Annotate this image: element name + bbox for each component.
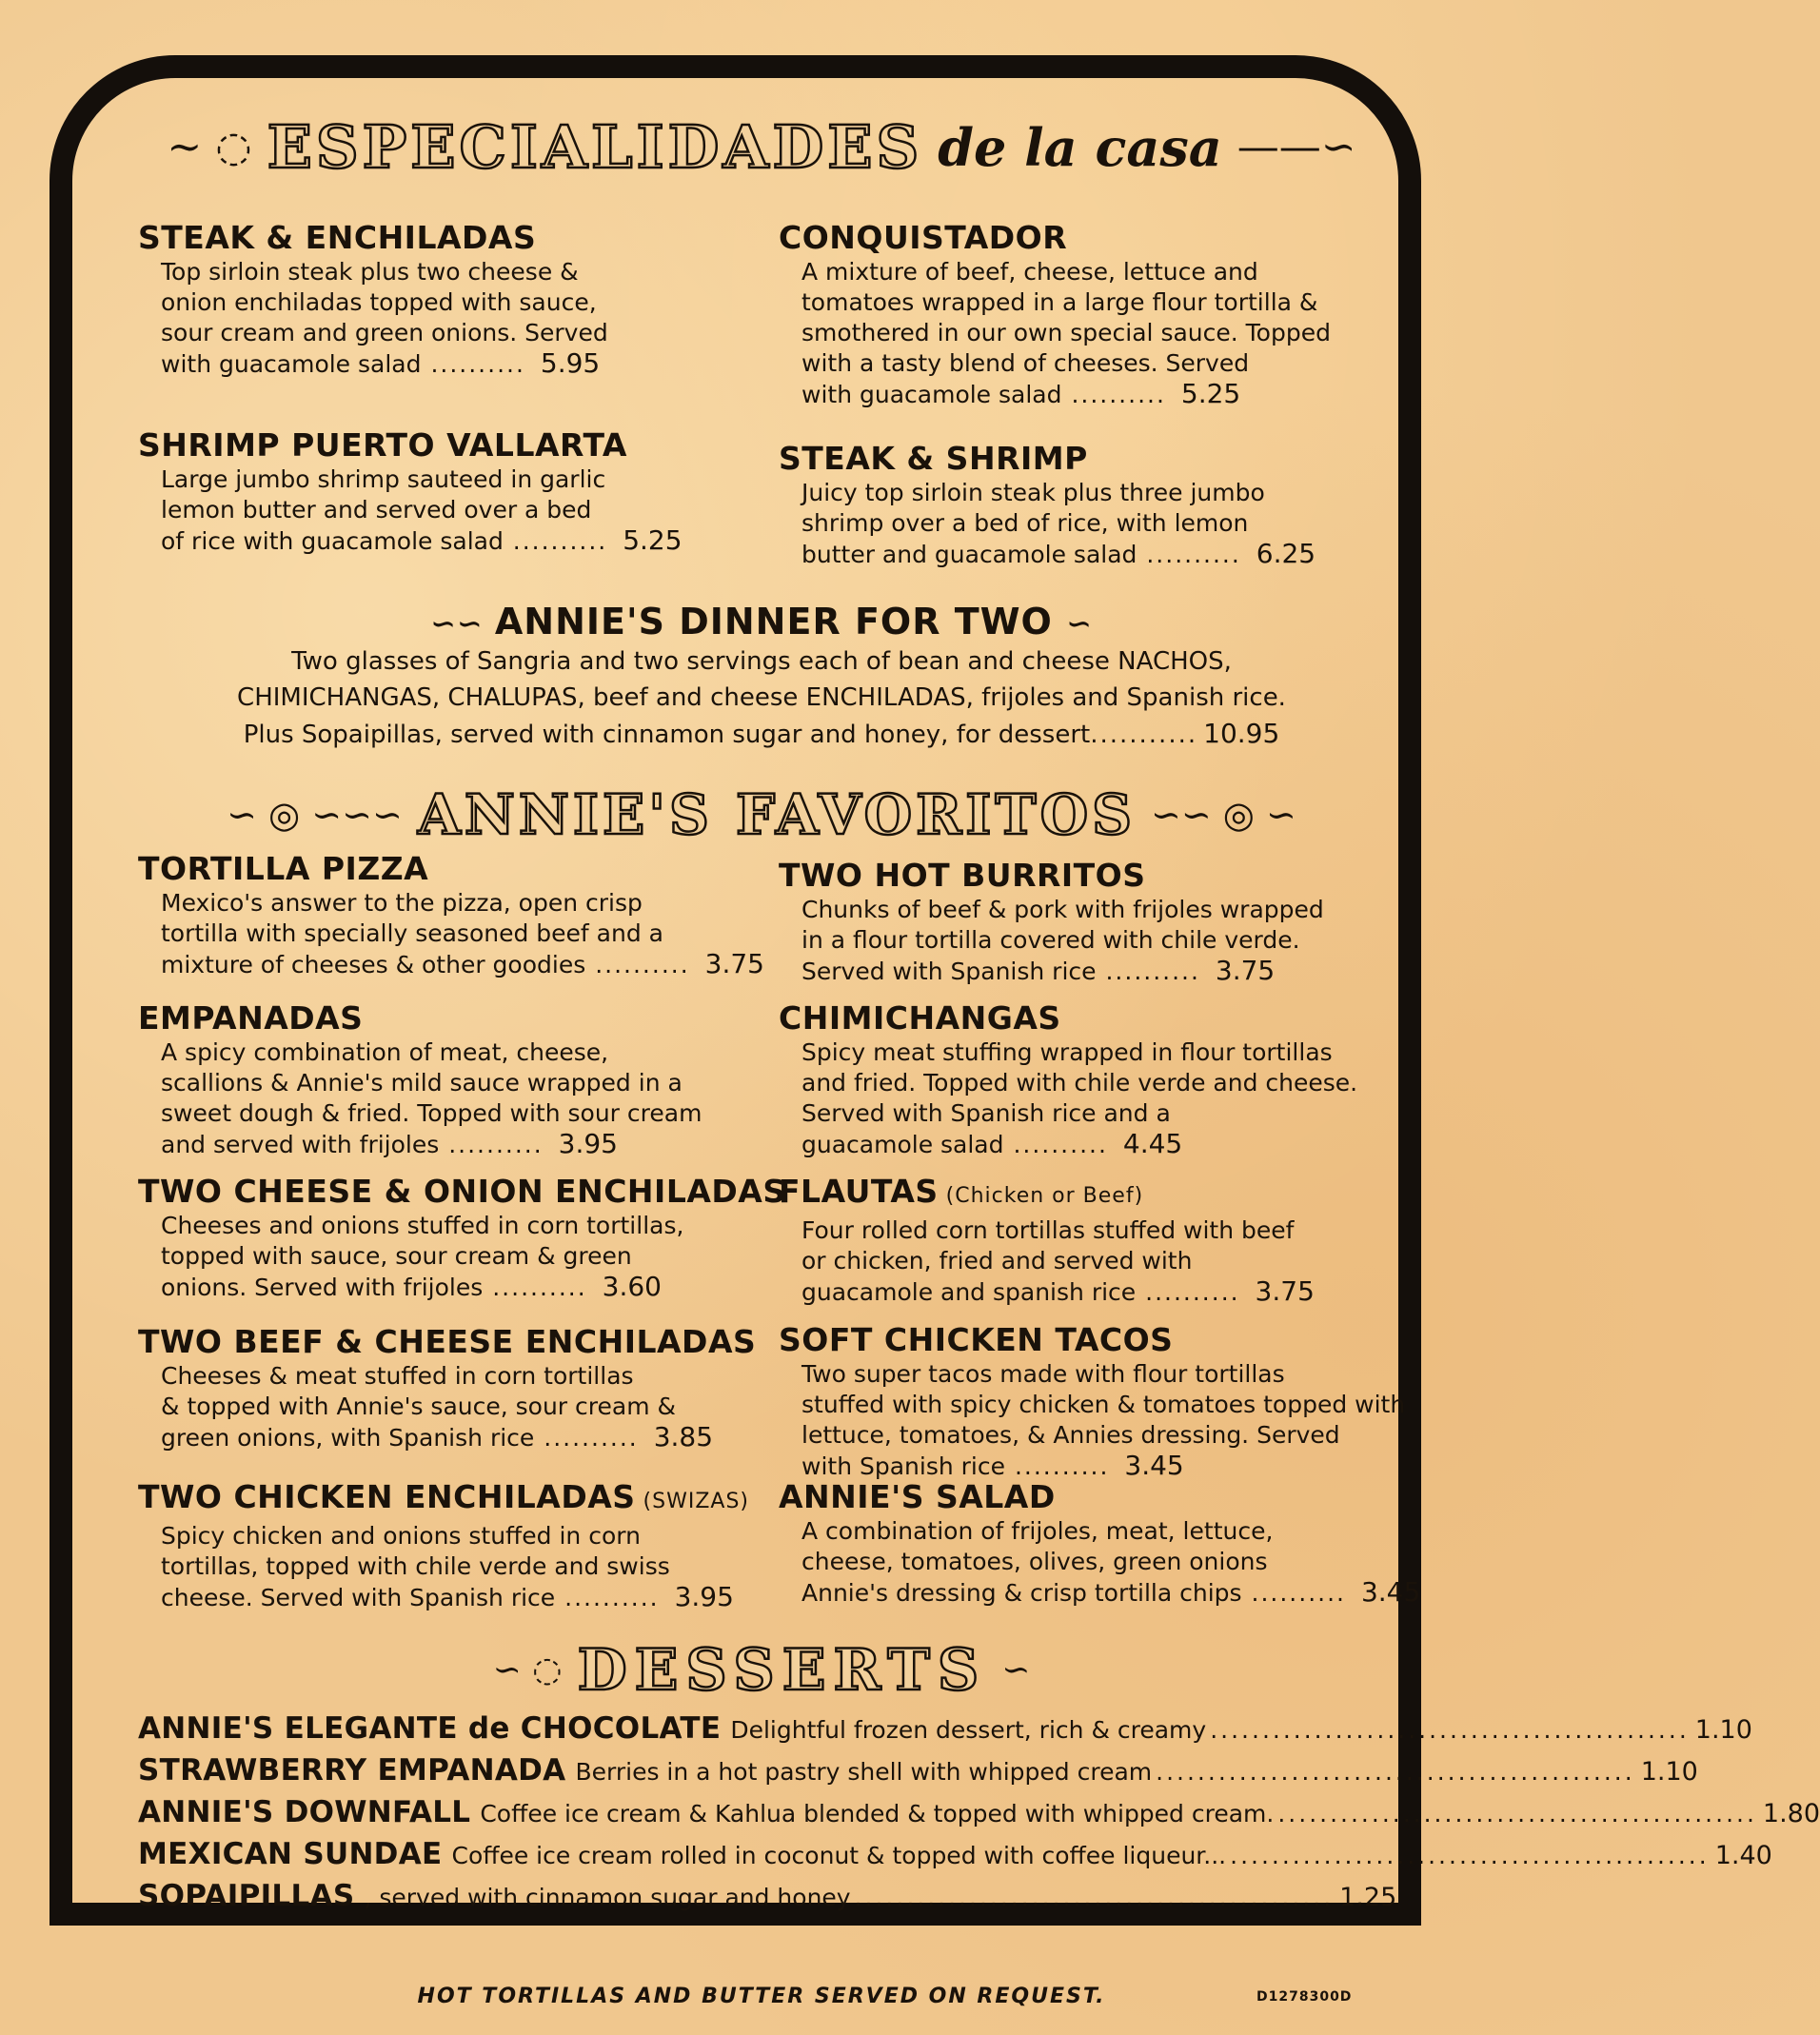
item-name-text: ANNIE'S SALAD bbox=[779, 1478, 1056, 1515]
description-line: Cheeses & meat stuffed in corn tortillas bbox=[161, 1362, 634, 1390]
dessert-price: 1.80 bbox=[1762, 1799, 1820, 1828]
price-line bbox=[161, 525, 682, 557]
right-scroll-ornament: ∽ bbox=[1001, 1650, 1031, 1689]
item-price: 5.25 bbox=[1180, 378, 1241, 409]
favoritos-title: ANNIE'S FAVORITOS bbox=[417, 782, 1137, 847]
description-line: A combination of frijoles, meat, lettuce, bbox=[801, 1517, 1274, 1545]
dessert-description: Berries in a hot pastry shell with whipped cream bbox=[575, 1758, 1153, 1786]
desserts-title: DESSERTS bbox=[577, 1637, 987, 1704]
item-description bbox=[801, 1215, 1315, 1308]
menu-item bbox=[779, 1173, 1315, 1308]
description-line: smothered in our own special sauce. Topped bbox=[801, 319, 1331, 346]
item-price: 5.95 bbox=[540, 347, 601, 379]
dessert-name: ANNIE'S DOWNFALL bbox=[138, 1795, 471, 1829]
item-price: 3.95 bbox=[558, 1128, 618, 1159]
item-name-text: SOFT CHICKEN TACOS bbox=[779, 1321, 1174, 1358]
dessert-description: Coffee ice cream & Kahlua blended & topped with whipped cream. bbox=[480, 1800, 1275, 1828]
menu-item bbox=[779, 1478, 1420, 1609]
dot-leader: .......... bbox=[555, 1584, 669, 1611]
item-name bbox=[138, 1173, 786, 1211]
item-price: 4.45 bbox=[1122, 1128, 1183, 1159]
price-line bbox=[161, 1422, 756, 1453]
description-line: cheese. Served with Spanish rice bbox=[161, 1584, 556, 1611]
item-name bbox=[779, 440, 1316, 478]
item-description bbox=[161, 1037, 702, 1160]
dot-leader: ........... bbox=[1090, 721, 1198, 749]
dinner-line-2: CHIMICHANGAS, CHALUPAS, beef and cheese ENCHILADAS, frijoles and Spanish rice. bbox=[237, 683, 1286, 712]
dot-leader: .......... bbox=[1136, 1278, 1250, 1306]
dessert-description: Coffee ice cream rolled in coconut & topped with coffee liqueur... bbox=[451, 1842, 1227, 1869]
dot-leader: .......... bbox=[1096, 958, 1210, 985]
description-line: Served with Spanish rice and a bbox=[801, 1099, 1171, 1127]
description-line: scallions & Annie's mild sauce wrapped in a bbox=[161, 1069, 682, 1097]
item-name-text: TWO HOT BURRITOS bbox=[779, 857, 1146, 894]
item-name-text: FLAUTAS bbox=[779, 1173, 939, 1210]
description-line: guacamole salad bbox=[801, 1131, 1004, 1158]
description-line: lettuce, tomatoes, & Annies dressing. Served bbox=[801, 1421, 1340, 1449]
price-line bbox=[801, 1129, 1357, 1160]
item-price: 3.75 bbox=[1255, 1275, 1315, 1307]
menu-item bbox=[138, 1173, 786, 1303]
dessert-row bbox=[138, 1711, 1752, 1753]
menu-item bbox=[138, 1323, 756, 1453]
description-line: tomatoes wrapped in a large flour tortilla & bbox=[801, 288, 1318, 316]
item-price: 3.60 bbox=[602, 1271, 662, 1302]
description-line: or chicken, fried and served with bbox=[801, 1247, 1193, 1274]
price-line bbox=[801, 539, 1316, 570]
menu-item bbox=[779, 857, 1324, 987]
item-name-text: CHIMICHANGAS bbox=[779, 999, 1061, 1037]
item-name bbox=[138, 219, 608, 257]
menu-item bbox=[138, 850, 764, 980]
description-line: Served with Spanish rice bbox=[801, 958, 1097, 985]
dessert-description: , served with cinnamon sugar and honey bbox=[364, 1884, 851, 1911]
description-line: Cheeses and onions stuffed in corn tortillas, bbox=[161, 1212, 684, 1239]
dessert-row bbox=[138, 1795, 1820, 1837]
dot-leader: .......... bbox=[1005, 1452, 1119, 1480]
item-name-text: TWO CHEESE & ONION ENCHILADAS bbox=[138, 1173, 786, 1210]
description-line: Top sirloin steak plus two cheese & bbox=[161, 258, 579, 286]
especialidades-title: ESPECIALIDADES bbox=[267, 112, 923, 182]
dinner-price: 10.95 bbox=[1203, 718, 1280, 749]
item-description bbox=[161, 257, 608, 380]
item-name bbox=[138, 1478, 749, 1521]
item-description bbox=[161, 1361, 756, 1453]
item-name bbox=[138, 426, 682, 464]
description-line: tortillas, topped with chile verde and swiss bbox=[161, 1552, 670, 1580]
item-name-text: TWO CHICKEN ENCHILADAS bbox=[138, 1478, 636, 1515]
item-description bbox=[801, 478, 1316, 570]
description-line: in a flour tortilla covered with chile verde. bbox=[801, 926, 1300, 954]
dessert-row bbox=[138, 1837, 1772, 1879]
especialidades-header bbox=[0, 112, 1523, 182]
description-line: shrimp over a bed of rice, with lemon bbox=[801, 509, 1249, 537]
dot-leader: .......... bbox=[503, 527, 618, 555]
description-line: Chunks of beef & pork with frijoles wrapped bbox=[801, 896, 1324, 923]
description-line: cheese, tomatoes, olives, green onions bbox=[801, 1548, 1268, 1575]
description-line: with a tasty blend of cheeses. Served bbox=[801, 349, 1250, 377]
item-price: 6.25 bbox=[1256, 538, 1316, 569]
dinner-line-3-text: Plus Sopaipillas, served with cinnamon sugar and honey, for dessert bbox=[243, 721, 1091, 749]
item-name-text: STEAK & ENCHILADAS bbox=[138, 219, 537, 256]
description-line: and fried. Topped with chile verde and cheese. bbox=[801, 1069, 1358, 1097]
dot-leader: .............................................. bbox=[1277, 1800, 1757, 1828]
item-name-text: TWO BEEF & CHEESE ENCHILADAS bbox=[138, 1323, 757, 1360]
item-price: 3.45 bbox=[1124, 1450, 1184, 1481]
desserts-list bbox=[138, 1711, 1820, 1921]
item-price: 3.95 bbox=[674, 1581, 734, 1612]
description-line: guacamole and spanish rice bbox=[801, 1278, 1137, 1306]
item-name bbox=[779, 1321, 1405, 1359]
item-name bbox=[138, 1323, 756, 1361]
description-line: & topped with Annie's sauce, sour cream & bbox=[161, 1393, 676, 1420]
item-price: 5.25 bbox=[623, 524, 682, 556]
item-name bbox=[779, 857, 1324, 895]
description-line: with guacamole salad bbox=[801, 381, 1062, 408]
item-name bbox=[779, 1173, 1315, 1215]
right-flourish-ornament: ∽∽ ◎ ∽ bbox=[1151, 794, 1296, 836]
price-line bbox=[801, 1577, 1420, 1609]
description-line: with guacamole salad bbox=[161, 350, 422, 378]
item-name bbox=[779, 999, 1357, 1037]
item-name bbox=[138, 850, 764, 888]
dot-leader: .......... bbox=[483, 1274, 597, 1301]
dessert-price: 1.40 bbox=[1714, 1841, 1772, 1870]
item-description bbox=[801, 1037, 1357, 1160]
price-line bbox=[161, 1582, 749, 1613]
left-flourish-ornament: ∽ ◎ ∽∽∽ bbox=[227, 794, 403, 836]
left-scroll-ornament: ~ ◌ bbox=[167, 122, 252, 171]
dot-leader: .......... bbox=[534, 1424, 648, 1452]
item-price: 3.45 bbox=[1360, 1576, 1421, 1608]
description-line: topped with sauce, sour cream & green bbox=[161, 1242, 632, 1270]
item-name bbox=[779, 1478, 1420, 1516]
dessert-name: SOPAIPILLAS bbox=[138, 1879, 355, 1913]
dessert-price: 1.10 bbox=[1694, 1715, 1752, 1745]
dessert-price: 1.10 bbox=[1640, 1757, 1698, 1787]
description-line: onion enchiladas topped with sauce, bbox=[161, 288, 597, 316]
item-description bbox=[801, 1359, 1405, 1482]
price-line bbox=[161, 1272, 786, 1303]
dot-leader: .......... bbox=[1241, 1579, 1355, 1607]
description-line: Four rolled corn tortillas stuffed with beef bbox=[801, 1216, 1295, 1244]
right-scroll-ornament: ——∽ bbox=[1236, 122, 1356, 171]
price-line bbox=[161, 949, 764, 980]
menu-item bbox=[779, 219, 1331, 410]
dessert-description: Delightful frozen dessert, rich & creamy bbox=[730, 1716, 1207, 1744]
item-name-text: TORTILLA PIZZA bbox=[138, 850, 429, 887]
desserts-header bbox=[0, 1637, 1523, 1704]
dot-leader: .............................................. bbox=[1210, 1716, 1690, 1744]
favoritos-header bbox=[0, 782, 1523, 847]
item-name-extra: (Chicken or Beef) bbox=[938, 1184, 1144, 1208]
dinner-line-3 bbox=[152, 716, 1371, 753]
dot-leader: .............................................. bbox=[1156, 1758, 1635, 1786]
description-line: Spicy meat stuffing wrapped in flour tortillas bbox=[801, 1038, 1333, 1066]
price-line bbox=[161, 1129, 702, 1160]
dessert-name: STRAWBERRY EMPANADA bbox=[138, 1753, 566, 1788]
dessert-price: 1.25 bbox=[1339, 1883, 1397, 1912]
description-line: green onions, with Spanish rice bbox=[161, 1424, 535, 1452]
de-la-casa-subtitle: de la casa bbox=[938, 116, 1222, 178]
description-line: mixture of cheeses & other goodies bbox=[161, 951, 586, 978]
description-line: Two super tacos made with flour tortillas bbox=[801, 1360, 1285, 1388]
dot-leader: .......... bbox=[1003, 1131, 1118, 1158]
description-line: Spicy chicken and onions stuffed in corn bbox=[161, 1522, 641, 1550]
item-price: 3.75 bbox=[704, 948, 764, 979]
menu-item bbox=[779, 1321, 1405, 1482]
menu-item bbox=[138, 219, 608, 380]
item-name-text: CONQUISTADOR bbox=[779, 219, 1068, 256]
item-name bbox=[138, 999, 702, 1037]
description-line: Mexico's answer to the pizza, open crisp bbox=[161, 889, 643, 917]
dot-leader: .............................................. bbox=[854, 1884, 1335, 1911]
item-name-extra: (SWIZAS) bbox=[635, 1490, 750, 1513]
item-name-text: EMPANADAS bbox=[138, 999, 364, 1037]
description-line: stuffed with spicy chicken & tomatoes topped with bbox=[801, 1391, 1406, 1418]
description-line: with Spanish rice bbox=[801, 1452, 1006, 1480]
description-line: Juicy top sirloin steak plus three jumbo bbox=[801, 479, 1265, 506]
dessert-row bbox=[138, 1753, 1698, 1795]
description-line: A spicy combination of meat, cheese, bbox=[161, 1038, 609, 1066]
dot-leader: .......... bbox=[1137, 541, 1251, 568]
item-description bbox=[161, 1521, 749, 1613]
item-name-text: STEAK & SHRIMP bbox=[779, 440, 1088, 477]
right-swirl-icon: ∽ bbox=[1066, 605, 1093, 642]
item-price: 3.75 bbox=[1215, 955, 1276, 986]
dot-leader: .......... bbox=[439, 1131, 553, 1158]
description-line: Annie's dressing & crisp tortilla chips bbox=[801, 1579, 1242, 1607]
dot-leader: .......... bbox=[585, 951, 700, 978]
item-name-text: SHRIMP PUERTO VALLARTA bbox=[138, 426, 627, 464]
print-code: D1278300D bbox=[1256, 1989, 1353, 2005]
dot-leader: .......... bbox=[1061, 381, 1176, 408]
item-description bbox=[161, 888, 764, 980]
dessert-row bbox=[138, 1879, 1397, 1921]
dinner-line-1: Two glasses of Sangria and two servings each of bean and cheese NACHOS, bbox=[291, 647, 1232, 676]
menu-item bbox=[138, 1478, 749, 1613]
description-line: of rice with guacamole salad bbox=[161, 527, 504, 555]
dot-leader: .......... bbox=[421, 350, 535, 378]
menu-item bbox=[138, 999, 702, 1160]
footer-note: HOT TORTILLAS AND BUTTER SERVED ON REQUEST. bbox=[417, 1985, 1106, 2008]
item-name bbox=[779, 219, 1331, 257]
item-description bbox=[161, 464, 682, 557]
description-line: tortilla with specially seasoned beef and a bbox=[161, 919, 663, 947]
price-line bbox=[801, 379, 1331, 410]
item-description bbox=[801, 895, 1324, 987]
description-line: sweet dough & fried. Topped with sour cream bbox=[161, 1099, 702, 1127]
item-description bbox=[161, 1211, 786, 1303]
description-line: and served with frijoles bbox=[161, 1131, 440, 1158]
description-line: Large jumbo shrimp sauteed in garlic bbox=[161, 465, 606, 493]
left-scroll-ornament: ∽ ◌ bbox=[492, 1650, 563, 1689]
price-line bbox=[801, 956, 1324, 987]
menu-item bbox=[138, 426, 682, 557]
description-line: butter and guacamole salad bbox=[801, 541, 1138, 568]
dot-leader: .............................................. bbox=[1230, 1842, 1710, 1869]
item-description bbox=[801, 257, 1331, 410]
price-line bbox=[161, 348, 608, 380]
dinner-for-two-section bbox=[152, 600, 1371, 753]
description-line: sour cream and green onions. Served bbox=[161, 319, 608, 346]
item-description bbox=[801, 1516, 1420, 1609]
description-line: onions. Served with frijoles bbox=[161, 1274, 484, 1301]
menu-item bbox=[779, 999, 1357, 1160]
dessert-name: MEXICAN SUNDAE bbox=[138, 1837, 443, 1871]
price-line bbox=[801, 1276, 1315, 1308]
description-line: lemon butter and served over a bed bbox=[161, 496, 592, 524]
item-price: 3.85 bbox=[653, 1421, 714, 1452]
dinner-for-two-title: ANNIE'S DINNER FOR TWO bbox=[494, 601, 1053, 642]
dessert-name: ANNIE'S ELEGANTE de CHOCOLATE bbox=[138, 1711, 722, 1746]
left-swirl-icon: ∽∽ bbox=[430, 605, 495, 642]
description-line: A mixture of beef, cheese, lettuce and bbox=[801, 258, 1258, 286]
menu-item bbox=[779, 440, 1316, 570]
